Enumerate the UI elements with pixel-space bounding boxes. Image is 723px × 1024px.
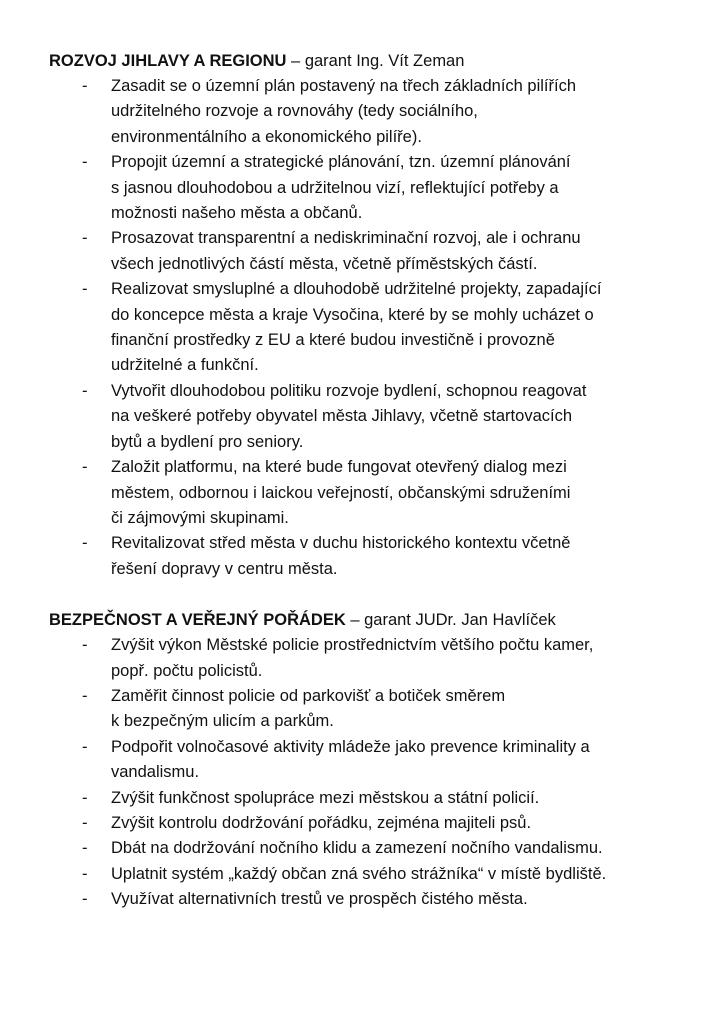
list-item [49, 455, 689, 531]
list-item-line: Využívat alternativních trestů ve prospěch čistého města. [111, 890, 528, 909]
list-item [49, 887, 689, 912]
bullet-list [49, 74, 689, 582]
heading-separator: – [345, 611, 365, 630]
bullet-dash: - [82, 280, 88, 299]
bullet-list [49, 633, 689, 912]
bullet-dash: - [82, 839, 88, 858]
list-item-line: řešení dopravy v centru města. [111, 559, 338, 578]
section-heading [49, 608, 689, 633]
list-item-line: s jasnou dlouhodobou a udržitelnou vizí, reflektující potřeby a [111, 178, 559, 197]
list-item-line: na veškeré potřeby obyvatel města Jihlavy, včetně startovacích [111, 407, 573, 426]
bullet-dash: - [82, 458, 88, 477]
list-item-line: Prosazovat transparentní a nediskriminační rozvoj, ale i ochranu [111, 229, 581, 248]
bullet-dash: - [82, 864, 88, 883]
bullet-dash: - [82, 636, 88, 655]
bullet-dash: - [82, 77, 88, 95]
list-item-line: Podpořit volnočasové aktivity mládeže jako prevence kriminality a [111, 737, 590, 756]
list-item-line: Uplatnit systém „každý občan zná svého strážníka“ v místě bydliště. [111, 864, 607, 883]
list-item [49, 633, 689, 684]
list-item-line: Revitalizovat střed města v duchu historického kontextu včetně [111, 534, 571, 553]
list-item [49, 531, 689, 582]
list-item [49, 226, 689, 277]
bullet-dash: - [82, 153, 88, 172]
list-item-line: finanční prostředky z EU a které budou investičně i provozně [111, 331, 555, 350]
list-item-line: Propojit územní a strategické plánování, tzn. územní plánování [111, 153, 571, 172]
list-item [49, 862, 689, 887]
list-item-line: environmentálního a ekonomického pilíře). [111, 127, 422, 146]
bullet-dash: - [82, 813, 88, 832]
section-title: ROZVOJ JIHLAVY A REGIONU [49, 52, 287, 70]
list-item-line: popř. počtu policistů. [111, 661, 263, 680]
list-item-line: možnosti našeho města a občanů. [111, 204, 363, 223]
bullet-dash: - [82, 890, 88, 909]
list-item-line: do koncepce města a kraje Vysočina, které by se mohly ucházet o [111, 305, 594, 324]
list-item [49, 735, 689, 786]
section-title: BEZPEČNOST A VEŘEJNÝ POŘÁDEK [49, 611, 346, 630]
section-heading [49, 49, 689, 74]
list-item [49, 811, 689, 836]
list-item [49, 150, 689, 226]
list-item [49, 786, 689, 811]
list-item-line: Zaměřit činnost policie od parkovišť a botiček směrem [111, 686, 506, 705]
section-rozvoj [49, 49, 689, 582]
list-item-line: všech jednotlivých částí města, včetně příměstských částí. [111, 254, 538, 273]
heading-separator: – [286, 52, 305, 70]
document-page [49, 49, 689, 913]
list-item-line: k bezpečným ulicím a parkům. [111, 712, 334, 731]
list-item [49, 74, 689, 150]
bullet-dash: - [82, 229, 88, 248]
list-item-line: Zvýšit funkčnost spolupráce mezi městskou a státní policií. [111, 788, 540, 807]
list-item-line: bytů a bydlení pro seniory. [111, 432, 304, 451]
list-item-line: Založit platformu, na které bude fungovat otevřený dialog mezi [111, 458, 567, 477]
list-item-line: Zasadit se o územní plán postavený na třech základních pilířích [111, 77, 577, 95]
list-item-line: Vytvořit dlouhodobou politiku rozvoje bydlení, schopnou reagovat [111, 381, 587, 400]
list-item-line: udržitelného rozvoje a rovnováhy (tedy sociálního, [111, 102, 478, 121]
list-item [49, 684, 689, 735]
list-item-line: udržitelné a funkční. [111, 356, 259, 375]
bullet-dash: - [82, 686, 88, 705]
list-item-line: Zvýšit výkon Městské policie prostřednictvím většího počtu kamer, [111, 636, 594, 655]
section-guarantor: garant Ing. Vít Zeman [304, 52, 465, 70]
list-item-line: Dbát na dodržování nočního klidu a zamezení nočního vandalismu. [111, 839, 603, 858]
bullet-dash: - [82, 737, 88, 756]
list-item-line: městem, odbornou i laickou veřejností, občanskými sdruženími [111, 483, 571, 502]
list-item [49, 379, 689, 455]
bullet-dash: - [82, 788, 88, 807]
list-item-line: či zájmovými skupinami. [111, 508, 289, 527]
list-item [49, 836, 689, 861]
list-item-line: Zvýšit kontrolu dodržování pořádku, zejména majiteli psů. [111, 813, 532, 832]
list-item-line: vandalismu. [111, 763, 200, 782]
list-item-line: Realizovat smysluplné a dlouhodobě udržitelné projekty, zapadající [111, 280, 602, 299]
bullet-dash: - [82, 381, 88, 400]
list-item [49, 277, 689, 379]
section-bezpecnost [49, 608, 689, 912]
section-guarantor: garant JUDr. Jan Havlíček [364, 611, 556, 630]
bullet-dash: - [82, 534, 88, 553]
